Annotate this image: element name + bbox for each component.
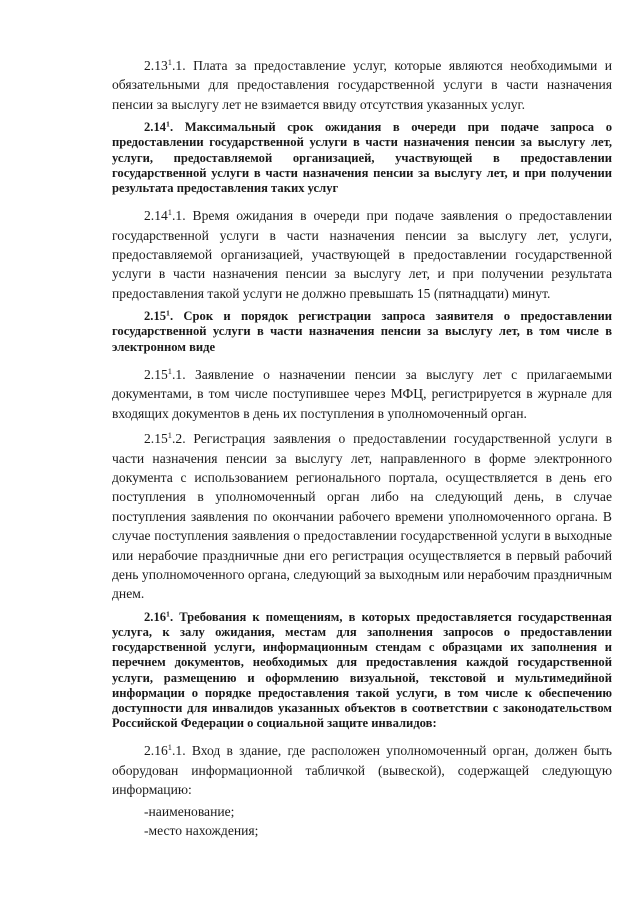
clause-number-tail: . xyxy=(169,120,174,135)
paragraph-text: Плата за предоставление услуг, которые являются необходимыми и обязательными для предоставления государственной услуги в части назначения пенсии за выслугу лет не взимается ввиду отсутствия указанных услуг. xyxy=(112,58,612,112)
clause-number: 2.14 xyxy=(144,120,167,135)
paragraph-2-15-1 xyxy=(112,365,612,423)
clause-superscript: 1 xyxy=(166,119,170,129)
clause-superscript: 1 xyxy=(167,365,173,376)
clause-superscript: 1 xyxy=(167,56,173,67)
clause-number-tail: .1. xyxy=(172,743,186,759)
clause-superscript: 1 xyxy=(167,742,173,753)
clause-number: 2.14 xyxy=(144,208,168,224)
clause-superscript: 1 xyxy=(166,609,170,619)
heading-2-15 xyxy=(112,309,612,355)
clause-superscript: 1 xyxy=(166,308,170,318)
clause-number: 2.15 xyxy=(144,366,168,382)
paragraph-text: Вход в здание, где расположен уполномоченный орган, должен быть оборудован информационной табличкой (вывеской), содержащей следующую информацию: xyxy=(112,743,612,798)
heading-2-16 xyxy=(112,610,612,732)
heading-2-14 xyxy=(112,120,612,196)
clause-number: 2.15 xyxy=(144,309,167,324)
list-item-location: -место нахождения; xyxy=(144,823,259,838)
paragraph-2-15-2 xyxy=(112,429,612,604)
clause-number-tail: .2. xyxy=(172,431,186,447)
clause-superscript: 1 xyxy=(167,430,173,441)
clause-number-tail: .1. xyxy=(172,208,186,224)
clause-number: 2.16 xyxy=(144,609,167,624)
heading-text: Срок и порядок регистрации запроса заявителя о предоставлении государственной услуги в части назначения пенсии за выслугу лет, в том числе в электронном виде xyxy=(112,309,612,354)
paragraph-text: Время ожидания в очереди при подаче заявления о предоставлении государственной услуги в части назначения пенсии за выслугу лет, услуги, предоставляемой организацией, участвующей в предоставлении государственной услуги в части назначения пенсии за выслугу лет, и при получении результата предоставления такой услуги не должно превышать 15 (пятнадцати) минут. xyxy=(112,208,612,301)
document-page xyxy=(112,56,612,840)
clause-number: 2.13 xyxy=(144,58,168,73)
clause-superscript: 1 xyxy=(167,207,173,218)
heading-text: Максимальный срок ожидания в очереди при подаче запроса о предоставлении государственной услуги в части назначения пенсии за выслугу лет, услуги, предоставляемой организацией, участвующей в предоставлении государственной услуги в части назначения пенсии за выслугу лет, и при получении результата предоставления таких услуг xyxy=(112,120,612,196)
clause-number: 2.15 xyxy=(144,431,168,447)
heading-text: Требования к помещениям, в которых предоставляется государственная услуга, к залу ожидания, местам для заполнения запросов о предоставлении государственной услуги, информационным стендам с образцами их заполнения и перечнем документов, необходимых для предоставления каждой государственной услуги, размещению и оформлению визуальной, текстовой и мультимедийной информации о порядке предоставления такой услуги, в том числе к обеспечению доступности для инвалидов указанных объектов в соответствии с законодательством Российской Федерации о социальной защите инвалидов: xyxy=(112,609,612,731)
paragraph-2-16-1 xyxy=(112,741,612,799)
clause-number-tail: .1. xyxy=(172,58,186,73)
paragraph-2-13-1 xyxy=(112,56,612,114)
clause-number-tail: . xyxy=(169,309,174,324)
clause-number-tail: .1. xyxy=(172,366,186,382)
paragraph-text: Заявление о назначении пенсии за выслугу лет с прилагаемыми документами, в том числе поступившее через МФЦ, регистрируется в журнале для входящих документов в день их поступления в уполномоченный орган. xyxy=(112,366,612,421)
paragraph-text: Регистрация заявления о предоставлении государственной услуги в части назначения пенсии за выслугу лет, направленного в форме электронного документа с использованием регионального портала, осуществляется в день его поступления в уполномоченный орган либо на следующий день, в случае поступления заявления по окончании рабочего времени уполномоченного органа. В случае поступления заявления о предоставлении государственной услуги в выходные или нерабочие праздничные дни его регистрация осуществляется в первый рабочий день уполномоченного органа, следующий за выходным или нерабочим праздничным днем. xyxy=(112,431,612,602)
paragraph-2-14-1 xyxy=(112,206,612,303)
clause-number: 2.16 xyxy=(144,743,168,759)
list-item-name: -наименование; xyxy=(144,803,235,819)
clause-number-tail: . xyxy=(169,609,174,624)
